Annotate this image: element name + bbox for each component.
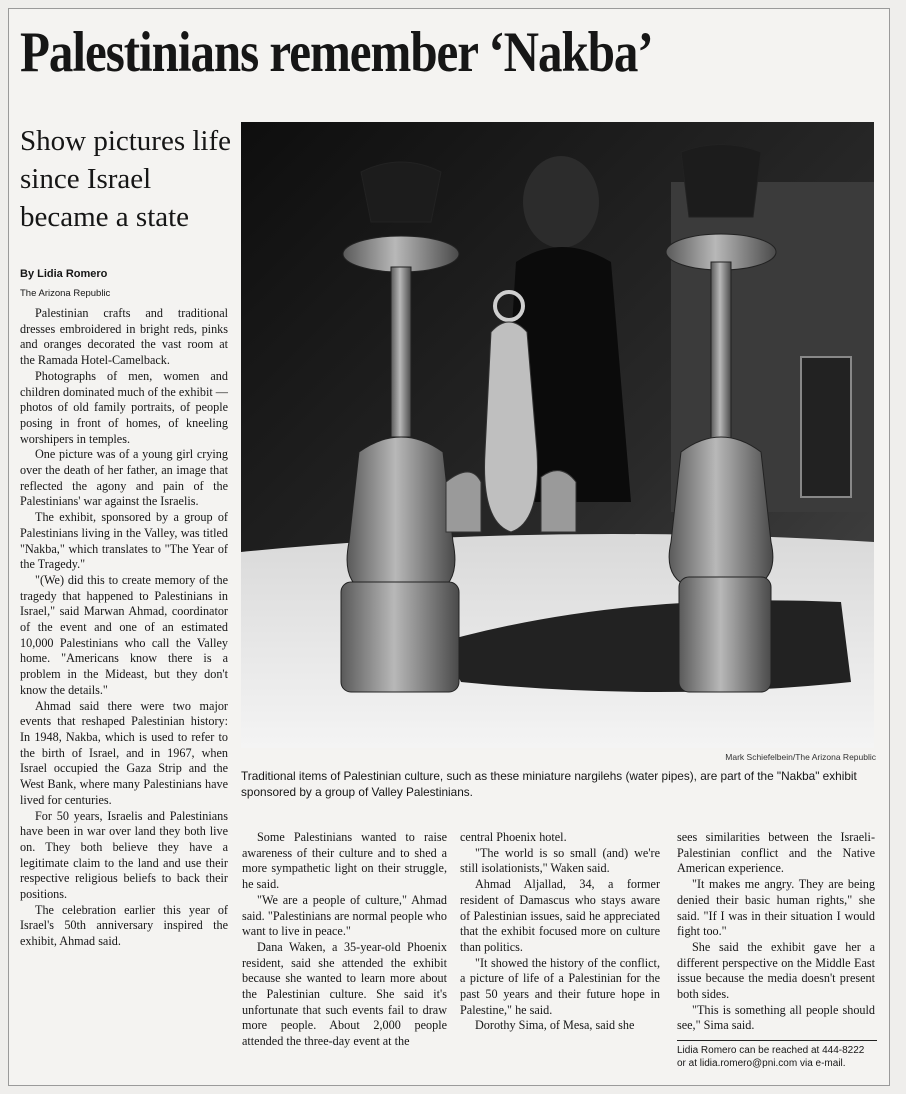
author-contact — [677, 1044, 882, 1070]
paragraph: "It makes me angry. They are being denied their basic human rights," she said. "If I was in their situation I would fight too." — [677, 877, 875, 939]
article-column-2 — [242, 830, 447, 1050]
paragraph: "It showed the history of the conflict, a picture of life of a Palestinian for the past 50 years and their future hope in Palestine," he said. — [460, 955, 660, 1017]
paragraph: Ahmad Aljallad, 34, a former resident of Damascus who stays aware of Palestinian issues, said he appreciated that the exhibit focused more on culture than politics. — [460, 877, 660, 954]
headline: Palestinians remember ‘Nakba’ — [20, 21, 653, 84]
divider — [677, 1040, 877, 1041]
byline: By Lidia Romero — [20, 268, 108, 280]
article-column-1 — [20, 306, 228, 950]
paragraph: "The world is so small (and) we're still isolationists," Waken said. — [460, 845, 660, 876]
subhead: Show pictures life since Israel became a state — [20, 125, 232, 233]
contact-phone: Lidia Romero can be reached at 444-8222 — [677, 1045, 865, 1056]
paragraph: The celebration earlier this year of Israel's 50th anniversary inspired the exhibit, Ahmad said. — [20, 902, 228, 949]
paragraph: Palestinian crafts and traditional dresses embroidered in bright reds, pinks and oranges decorated the vast room at the Ramada Hotel-Camelback. — [20, 306, 228, 368]
article-column-4 — [677, 830, 875, 1034]
news-photo — [241, 122, 874, 748]
paragraph: "We are a people of culture," Ahmad said. "Palestinians are normal people who want to live in peace." — [242, 892, 447, 939]
paragraph: Ahmad said there were two major events that reshaped Palestinian history: In 1948, Nakba, which is used to refer to the birth of Israel, and in 1967, when Israel occupied the Gaza Strip and the West Bank, where many Palestinians have lived for centuries. — [20, 698, 228, 807]
paragraph: Some Palestinians wanted to raise awareness of their culture and to shed a more sympathetic light on their struggle, he said. — [242, 830, 447, 892]
affiliation: The Arizona Republic — [20, 288, 111, 299]
paragraph: "This is something all people should see," Sima said. — [677, 1002, 875, 1033]
photo-caption: Traditional items of Palestinian culture, such as these miniature nargilehs (water pipes), are part of the "Nakba" exhibit sponsored by a group of Valley Palestinians. — [241, 769, 857, 799]
paragraph: She said the exhibit gave her a different perspective on the Middle East issue because the media doesn't present both sides. — [677, 939, 875, 1002]
paragraph: Photographs of men, women and children dominated much of the exhibit — photos of old family portraits, of people posing in front of homes, of kneeling worshipers in temples. — [20, 368, 228, 446]
photo-credit: Mark Schiefelbein/The Arizona Republic — [725, 752, 876, 762]
paragraph: sees similarities between the Israeli-Palestinian conflict and the Native American experience. — [677, 830, 875, 876]
paragraph: The exhibit, sponsored by a group of Palestinians living in the Valley, was titled "Nakba," which translates to "The Year of the Tragedy." — [20, 510, 228, 572]
paragraph: One picture was of a young girl crying over the death of her father, an image that reflected the agony and pain of the Palestinians' war against the Israelis. — [20, 447, 228, 509]
article-column-3 — [460, 830, 660, 1034]
contact-email: or at lidia.romero@pni.com via e-mail. — [677, 1058, 846, 1069]
paragraph: "(We) did this to create memory of the tragedy that happened to Palestinians in Israel," said Marwan Ahmad, coordinator of the event and one of an estimated 10,000 Palestinians who call the Valley home. "Americans know there is a problem in the Mideast, but they don't know the details." — [20, 572, 228, 697]
paragraph: Dana Waken, a 35-year-old Phoenix resident, said she attended the exhibit because she wanted to learn more about the Palestinian culture. She said it's unfortunate that such events fail to draw more people. About 2,000 people attended the three-day event at the — [242, 939, 447, 1049]
paragraph: Dorothy Sima, of Mesa, said she — [475, 1018, 635, 1033]
paragraph: For 50 years, Israelis and Palestinians have been in war over land they both live on. They both believe they have a legitimate claim to the land and use their respective religious beliefs to back their positions. — [20, 808, 228, 902]
paragraph: central Phoenix hotel. — [460, 830, 567, 844]
